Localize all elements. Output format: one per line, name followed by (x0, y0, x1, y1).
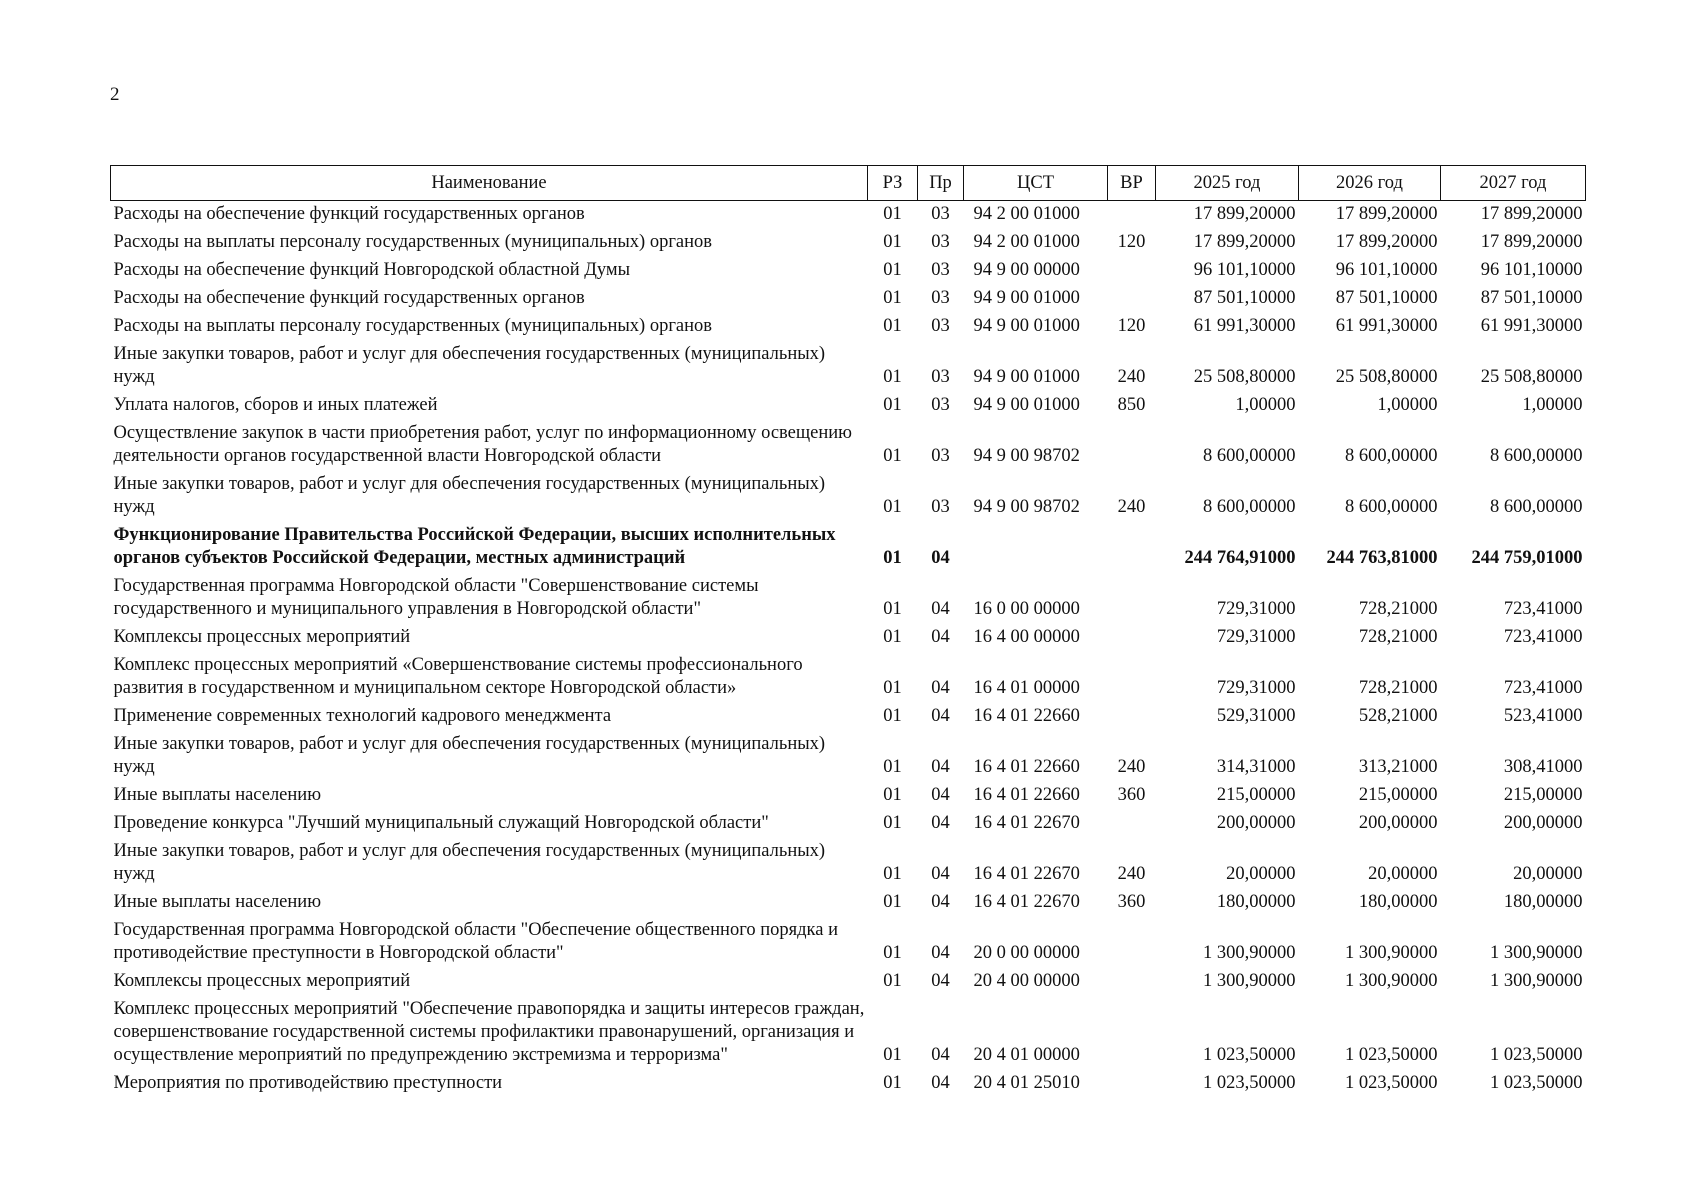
row-cst: 94 2 00 01000 (973, 232, 1080, 252)
row-2025: 8 600,00000 (1203, 446, 1296, 466)
row-vr: 240 (1117, 757, 1146, 777)
row-pr: 03 (931, 497, 950, 517)
row-pr: 03 (931, 367, 950, 387)
row-2025: 729,31000 (1216, 678, 1296, 698)
row-name: Иные закупки товаров, работ и услуг для обеспечения государственных (муниципальных) нужд (113, 344, 826, 387)
row-vr (1108, 996, 1156, 1070)
row-2025: 61 991,30000 (1193, 316, 1296, 336)
page-number: 2 (110, 84, 120, 105)
row-cst: 94 9 00 98702 (973, 446, 1080, 466)
row-vr: 240 (1117, 497, 1146, 517)
row-2027: 1 023,50000 (1490, 1045, 1583, 1065)
row-2026: 215,00000 (1358, 785, 1438, 805)
row-2025: 215,00000 (1216, 785, 1296, 805)
row-2026: 1 023,50000 (1345, 1073, 1438, 1093)
row-cst: 94 9 00 01000 (973, 288, 1080, 308)
row-2027: 87 501,10000 (1480, 288, 1583, 308)
table-row (111, 522, 1586, 573)
row-vr (1108, 201, 1156, 230)
row-2027: 8 600,00000 (1490, 497, 1583, 517)
row-rz: 01 (883, 1073, 902, 1093)
row-name: Иные выплаты населению (113, 785, 322, 805)
table-header-row (111, 166, 1586, 201)
header-cst: ЦСТ (964, 166, 1108, 201)
table-row (111, 782, 1586, 810)
row-name: Применение современных технологий кадрового менеджмента (113, 706, 612, 726)
row-rz: 01 (883, 678, 902, 698)
row-2027: 523,41000 (1503, 706, 1583, 726)
table-row (111, 285, 1586, 313)
row-cst: 16 4 01 00000 (973, 678, 1080, 698)
row-cst: 16 4 01 22670 (973, 864, 1080, 884)
row-vr: 240 (1117, 864, 1146, 884)
row-pr: 04 (931, 943, 950, 963)
table-row (111, 624, 1586, 652)
row-vr (1108, 968, 1156, 996)
row-2025: 25 508,80000 (1193, 367, 1296, 387)
row-vr (1108, 573, 1156, 624)
row-name: Расходы на выплаты персоналу государственных (муниципальных) органов (113, 232, 713, 252)
row-2026: 1 300,90000 (1345, 971, 1438, 991)
row-2026: 17 899,20000 (1335, 232, 1438, 252)
row-pr: 03 (931, 446, 950, 466)
row-name: Мероприятия по противодействию преступности (113, 1073, 503, 1093)
row-rz: 01 (883, 232, 902, 252)
row-2026: 1 023,50000 (1345, 1045, 1438, 1065)
row-vr (1108, 917, 1156, 968)
row-cst: 16 4 01 22670 (973, 892, 1080, 912)
row-vr: 120 (1117, 232, 1146, 252)
row-2026: 244 763,81000 (1326, 548, 1438, 568)
row-2026: 87 501,10000 (1335, 288, 1438, 308)
row-2027: 17 899,20000 (1480, 204, 1583, 224)
row-rz: 01 (883, 1045, 902, 1065)
row-rz: 01 (883, 395, 902, 415)
row-2026: 1,00000 (1377, 395, 1438, 415)
row-name: Комплексы процессных мероприятий (113, 627, 411, 647)
row-cst: 94 9 00 00000 (973, 260, 1080, 280)
header-2027: 2027 год (1441, 166, 1586, 201)
row-2026: 200,00000 (1358, 813, 1438, 833)
row-name: Функционирование Правительства Российской Федерации, высших исполнительных органов субъектов Российской Федерации, местных администраций (113, 525, 836, 568)
row-pr: 04 (931, 678, 950, 698)
row-vr (1108, 703, 1156, 731)
row-pr: 04 (931, 971, 950, 991)
row-2025: 314,31000 (1216, 757, 1296, 777)
row-2026: 728,21000 (1358, 599, 1438, 619)
row-rz: 01 (883, 548, 902, 568)
row-2025: 200,00000 (1216, 813, 1296, 833)
row-name: Иные закупки товаров, работ и услуг для обеспечения государственных (муниципальных) нужд (113, 474, 826, 517)
row-2027: 180,00000 (1503, 892, 1583, 912)
row-2026: 61 991,30000 (1335, 316, 1438, 336)
table-row (111, 573, 1586, 624)
row-2025: 96 101,10000 (1193, 260, 1296, 280)
row-2025: 180,00000 (1216, 892, 1296, 912)
row-cst: 16 4 00 00000 (973, 627, 1080, 647)
row-cst: 94 9 00 01000 (973, 395, 1080, 415)
row-2025: 1 023,50000 (1203, 1045, 1296, 1065)
header-2025: 2025 год (1156, 166, 1299, 201)
row-2025: 729,31000 (1216, 627, 1296, 647)
row-vr (1108, 652, 1156, 703)
table-row (111, 420, 1586, 471)
row-2026: 1 300,90000 (1345, 943, 1438, 963)
row-cst: 94 2 00 01000 (973, 204, 1080, 224)
row-2027: 17 899,20000 (1480, 232, 1583, 252)
row-rz: 01 (883, 627, 902, 647)
row-2025: 729,31000 (1216, 599, 1296, 619)
table-row (111, 996, 1586, 1070)
table-row (111, 341, 1586, 392)
row-rz: 01 (883, 367, 902, 387)
table-row (111, 731, 1586, 782)
row-name: Комплекс процессных мероприятий «Совершенствование системы профессионального развития в государственном и муниципальном секторе Новгородской области» (113, 655, 803, 698)
row-2025: 244 764,91000 (1184, 548, 1296, 568)
row-name: Иные закупки товаров, работ и услуг для обеспечения государственных (муниципальных) нужд (113, 841, 826, 884)
row-2026: 313,21000 (1358, 757, 1438, 777)
row-cst: 94 9 00 01000 (973, 316, 1080, 336)
row-vr: 360 (1117, 785, 1146, 805)
table-row (111, 313, 1586, 341)
row-2025: 20,00000 (1226, 864, 1296, 884)
row-name: Государственная программа Новгородской области "Совершенствование системы государственного и муниципального управления в Новгородской области" (113, 576, 759, 619)
row-2025: 87 501,10000 (1193, 288, 1296, 308)
row-rz: 01 (883, 943, 902, 963)
row-rz: 01 (883, 971, 902, 991)
table-row (111, 652, 1586, 703)
table-row (111, 392, 1586, 420)
row-name: Уплата налогов, сборов и иных платежей (113, 395, 438, 415)
header-2026: 2026 год (1299, 166, 1441, 201)
row-cst: 94 9 00 01000 (973, 367, 1080, 387)
table-row (111, 229, 1586, 257)
row-vr (1108, 522, 1156, 573)
table-row (111, 889, 1586, 917)
row-vr (1108, 257, 1156, 285)
row-2027: 96 101,10000 (1480, 260, 1583, 280)
row-name: Проведение конкурса "Лучший муниципальный служащий Новгородской области" (113, 813, 769, 833)
row-pr: 03 (931, 395, 950, 415)
row-2027: 723,41000 (1503, 627, 1583, 647)
row-pr: 03 (931, 316, 950, 336)
row-pr: 03 (931, 288, 950, 308)
row-name: Комплекс процессных мероприятий "Обеспечение правопорядка и защиты интересов граждан, совершенствование государственной системы профилактики правонарушений, организация и осуществление мероприятий по предупреждению экстремизма и терроризма" (113, 999, 865, 1065)
row-2027: 200,00000 (1503, 813, 1583, 833)
row-pr: 04 (931, 785, 950, 805)
row-cst: 16 0 00 00000 (973, 599, 1080, 619)
row-pr: 03 (931, 260, 950, 280)
row-rz: 01 (883, 204, 902, 224)
row-cst: 16 4 01 22660 (973, 757, 1080, 777)
row-vr (1108, 420, 1156, 471)
row-rz: 01 (883, 446, 902, 466)
row-rz: 01 (883, 316, 902, 336)
row-2026: 25 508,80000 (1335, 367, 1438, 387)
row-name: Расходы на выплаты персоналу государственных (муниципальных) органов (113, 316, 713, 336)
row-2027: 308,41000 (1503, 757, 1583, 777)
row-2025: 8 600,00000 (1203, 497, 1296, 517)
row-rz: 01 (883, 864, 902, 884)
row-2026: 8 600,00000 (1345, 446, 1438, 466)
row-cst: 16 4 01 22670 (973, 813, 1080, 833)
row-rz: 01 (883, 260, 902, 280)
row-rz: 01 (883, 599, 902, 619)
row-2027: 723,41000 (1503, 678, 1583, 698)
row-pr: 03 (931, 232, 950, 252)
row-vr (1108, 810, 1156, 838)
row-cst: 16 4 01 22660 (973, 785, 1080, 805)
row-2025: 17 899,20000 (1193, 232, 1296, 252)
row-pr: 04 (931, 599, 950, 619)
row-name: Иные выплаты населению (113, 892, 322, 912)
row-vr: 240 (1117, 367, 1146, 387)
row-2027: 20,00000 (1513, 864, 1583, 884)
table-row (111, 201, 1586, 230)
row-2025: 1 300,90000 (1203, 943, 1296, 963)
row-2025: 1 023,50000 (1203, 1073, 1296, 1093)
row-name: Расходы на обеспечение функций Новгородской областной Думы (113, 260, 631, 280)
row-name: Иные закупки товаров, работ и услуг для обеспечения государственных (муниципальных) нужд (113, 734, 826, 777)
row-2026: 728,21000 (1358, 678, 1438, 698)
row-cst: 20 4 01 25010 (973, 1073, 1080, 1093)
row-2026: 96 101,10000 (1335, 260, 1438, 280)
row-2025: 17 899,20000 (1193, 204, 1296, 224)
row-pr: 04 (931, 1045, 950, 1065)
row-pr: 04 (931, 813, 950, 833)
row-vr (1108, 624, 1156, 652)
row-pr: 04 (931, 864, 950, 884)
row-rz: 01 (883, 785, 902, 805)
row-vr: 120 (1117, 316, 1146, 336)
row-2027: 215,00000 (1503, 785, 1583, 805)
row-rz: 01 (883, 288, 902, 308)
row-pr: 04 (931, 548, 950, 568)
header-rz: РЗ (868, 166, 918, 201)
row-rz: 01 (883, 892, 902, 912)
row-cst: 16 4 01 22660 (973, 706, 1080, 726)
row-pr: 04 (931, 757, 950, 777)
budget-table (110, 165, 1586, 1098)
table-row (111, 810, 1586, 838)
table-row (111, 968, 1586, 996)
row-2027: 61 991,30000 (1480, 316, 1583, 336)
table-row (111, 917, 1586, 968)
table-row (111, 703, 1586, 731)
row-pr: 04 (931, 892, 950, 912)
row-cst: 20 4 01 00000 (973, 1045, 1080, 1065)
row-vr (1108, 1070, 1156, 1098)
row-cst (964, 522, 1108, 573)
table-row (111, 471, 1586, 522)
row-cst: 20 0 00 00000 (973, 943, 1080, 963)
row-2026: 728,21000 (1358, 627, 1438, 647)
table-row (111, 1070, 1586, 1098)
row-2027: 1 023,50000 (1490, 1073, 1583, 1093)
header-pr: Пр (918, 166, 964, 201)
row-cst: 20 4 00 00000 (973, 971, 1080, 991)
row-rz: 01 (883, 757, 902, 777)
row-vr: 360 (1117, 892, 1146, 912)
row-name: Комплексы процессных мероприятий (113, 971, 411, 991)
row-2025: 529,31000 (1216, 706, 1296, 726)
row-2027: 25 508,80000 (1480, 367, 1583, 387)
table-row (111, 257, 1586, 285)
row-2025: 1,00000 (1235, 395, 1296, 415)
row-name: Государственная программа Новгородской области "Обеспечение общественного порядка и противодействие преступности в Новгородской области" (113, 920, 838, 963)
row-pr: 04 (931, 1073, 950, 1093)
row-2027: 723,41000 (1503, 599, 1583, 619)
row-2026: 528,21000 (1358, 706, 1438, 726)
row-2027: 244 759,01000 (1471, 548, 1583, 568)
row-2026: 8 600,00000 (1345, 497, 1438, 517)
row-2027: 1 300,90000 (1490, 971, 1583, 991)
row-cst: 94 9 00 98702 (973, 497, 1080, 517)
header-vr: ВР (1108, 166, 1156, 201)
row-name: Расходы на обеспечение функций государственных органов (113, 204, 585, 224)
row-rz: 01 (883, 497, 902, 517)
row-2025: 1 300,90000 (1203, 971, 1296, 991)
header-name: Наименование (111, 166, 868, 201)
row-pr: 04 (931, 706, 950, 726)
row-2026: 180,00000 (1358, 892, 1438, 912)
row-name: Осуществление закупок в части приобретения работ, услуг по информационному освещению деятельности органов государственной власти Новгородской области (113, 423, 852, 466)
row-2027: 1,00000 (1522, 395, 1583, 415)
table-body (111, 201, 1586, 1099)
row-2026: 20,00000 (1368, 864, 1438, 884)
row-2027: 8 600,00000 (1490, 446, 1583, 466)
row-2027: 1 300,90000 (1490, 943, 1583, 963)
row-pr: 03 (931, 204, 950, 224)
row-rz: 01 (883, 813, 902, 833)
row-2026: 17 899,20000 (1335, 204, 1438, 224)
row-pr: 04 (931, 627, 950, 647)
row-vr (1108, 285, 1156, 313)
row-name: Расходы на обеспечение функций государственных органов (113, 288, 585, 308)
row-vr: 850 (1117, 395, 1146, 415)
row-rz: 01 (883, 706, 902, 726)
table-row (111, 838, 1586, 889)
